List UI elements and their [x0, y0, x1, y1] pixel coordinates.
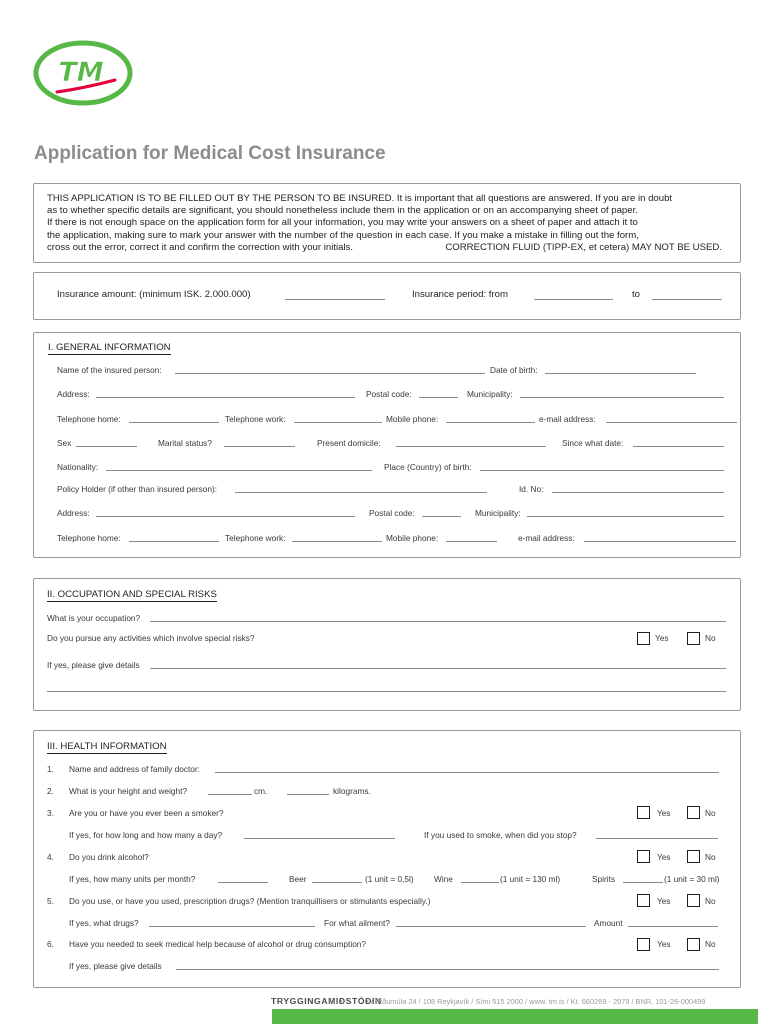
alcohol-no-label: No [705, 852, 716, 862]
smoker-no-checkbox[interactable] [687, 806, 700, 819]
holder-telephone-work-label: Telephone work: [225, 533, 286, 543]
special-risks-no-label: No [705, 633, 716, 643]
ailment-label: For what ailment? [324, 918, 390, 928]
kg-label: kilograms. [333, 786, 371, 796]
intro-line: the application, making sure to mark your answer with the number of the question in each case. If you make a mistake in filling out the form, [47, 229, 639, 241]
alcohol-yes-checkbox[interactable] [637, 850, 650, 863]
postal-code-label: Postal code: [366, 389, 412, 399]
postal-code-field[interactable] [419, 397, 458, 398]
place-of-birth-field[interactable] [480, 470, 724, 471]
medical-help-no-label: No [705, 939, 716, 949]
q3-number: 3. [47, 808, 54, 818]
medical-help-details-field[interactable] [176, 969, 719, 970]
wine-unit-label: (1 unit = 130 ml) [500, 874, 561, 884]
insurance-amount-label: Insurance amount: (minimum ISK. 2.000.000) [57, 289, 251, 300]
nationality-field[interactable] [106, 470, 372, 471]
medical-help-details-label: If yes, please give details [69, 961, 162, 971]
medical-help-no-checkbox[interactable] [687, 938, 700, 951]
intro-line: THIS APPLICATION IS TO BE FILLED OUT BY THE PERSON TO BE INSURED. It is important that all questions are answered. If you are in doubt [47, 193, 673, 204]
wine-field[interactable] [461, 882, 499, 883]
place-of-birth-label: Place (Country) of birth: [384, 462, 472, 472]
id-no-label: Id. No: [519, 484, 544, 494]
q6-label: Have you needed to seek medical help because of alcohol or drug consumption? [69, 939, 367, 949]
q4-number: 4. [47, 852, 54, 862]
weight-field[interactable] [287, 794, 329, 795]
smoker-yes-checkbox[interactable] [637, 806, 650, 819]
height-field[interactable] [208, 794, 252, 795]
alcohol-yes-label: Yes [657, 852, 671, 862]
holder-email-field[interactable] [584, 541, 736, 542]
since-date-label: Since what date: [562, 438, 624, 448]
smoker-no-label: No [705, 808, 716, 818]
telephone-home-field[interactable] [129, 422, 219, 423]
general-info-heading: I. GENERAL INFORMATION [48, 342, 171, 353]
insurance-period-label: Insurance period: from [412, 289, 508, 300]
special-risks-question: Do you pursue any activities which involve special risks? [47, 633, 255, 643]
tm-logo [33, 40, 135, 106]
mobile-phone-label: Mobile phone: [386, 414, 439, 424]
holder-telephone-home-label: Telephone home: [57, 533, 121, 543]
mobile-phone-field[interactable] [446, 422, 535, 423]
spirits-unit-label: (1 unit = 30 ml) [664, 874, 720, 884]
family-doctor-field[interactable] [215, 772, 719, 773]
intro-line: If there is not enough space on the application form for all your information, you may write your answers on a sheet of paper and attach it to [47, 217, 638, 229]
drugs-no-label: No [705, 896, 716, 906]
correction-fluid-warning: CORRECTION FLUID (TIPP-EX, et cetera) MAY NOT BE USED. [445, 241, 722, 253]
holder-mobile-phone-label: Mobile phone: [386, 533, 439, 543]
amount-label: Amount [594, 918, 623, 928]
spirits-field[interactable] [623, 882, 663, 883]
dob-label: Date of birth: [490, 365, 538, 375]
logo-text: TM [58, 57, 104, 88]
name-field[interactable] [175, 373, 485, 374]
policy-holder-field[interactable] [235, 492, 487, 493]
dob-field[interactable] [545, 373, 696, 374]
q5-label: Do you use, or have you used, prescription drugs? (Mention tranquillisers or stimulants especially.) [69, 896, 431, 906]
beer-field[interactable] [312, 882, 362, 883]
drugs-yes-checkbox[interactable] [637, 894, 650, 907]
stop-smoking-field[interactable] [596, 838, 718, 839]
holder-address-field[interactable] [96, 516, 355, 517]
wine-label: Wine [434, 874, 453, 884]
what-drugs-label: If yes, what drugs? [69, 918, 139, 928]
beer-unit-label: (1 unit = 0,5l) [365, 874, 414, 884]
holder-telephone-work-field[interactable] [292, 541, 382, 542]
special-risks-yes-label: Yes [655, 633, 669, 643]
holder-postal-code-label: Postal code: [369, 508, 415, 518]
since-date-field[interactable] [633, 446, 724, 447]
risk-details-field-2[interactable] [47, 691, 726, 692]
q5-number: 5. [47, 896, 54, 906]
email-label: e-mail address: [539, 414, 596, 424]
smoking-duration-label: If yes, for how long and how many a day? [69, 830, 223, 840]
q1-label: Name and address of family doctor: [69, 764, 200, 774]
drugs-no-checkbox[interactable] [687, 894, 700, 907]
footer-contact-info: / Síðumúla 24 / 108 Reykjavík / Sími 515 2000 / www. tm.is / Kt. 660269 - 2079 / BNR. 101-26-000499 [371, 997, 706, 1006]
holder-address-label: Address: [57, 508, 90, 518]
municipality-label: Municipality: [467, 389, 513, 399]
risk-details-label: If yes, please give details [47, 660, 140, 670]
beer-label: Beer [289, 874, 307, 884]
holder-postal-code-field[interactable] [422, 516, 461, 517]
ailment-field[interactable] [396, 926, 586, 927]
q6-number: 6. [47, 939, 54, 949]
email-field[interactable] [606, 422, 737, 423]
holder-mobile-phone-field[interactable] [446, 541, 497, 542]
insurance-period-to-label: to [632, 289, 641, 300]
insurance-period-from-field[interactable] [534, 299, 613, 300]
insurance-period-to-field[interactable] [652, 299, 722, 300]
footer-brand: TRYGGINGAMIÐSTÖÐIN [271, 996, 382, 1006]
holder-telephone-home-field[interactable] [129, 541, 219, 542]
telephone-home-label: Telephone home: [57, 414, 121, 424]
marital-status-field[interactable] [224, 446, 295, 447]
q4-label: Do you drink alcohol? [69, 852, 149, 862]
health-heading: III. HEALTH INFORMATION [47, 741, 167, 752]
telephone-work-label: Telephone work: [225, 414, 286, 424]
medical-help-yes-checkbox[interactable] [637, 938, 650, 951]
id-no-field[interactable] [552, 492, 724, 493]
risk-details-field[interactable] [150, 668, 726, 669]
name-label: Name of the insured person: [57, 365, 162, 375]
spirits-label: Spirits [592, 874, 616, 884]
present-domicile-field[interactable] [396, 446, 546, 447]
sex-label: Sex [57, 438, 72, 448]
special-risks-yes-checkbox[interactable] [637, 632, 650, 645]
units-per-month-field[interactable] [218, 882, 268, 883]
q1-number: 1. [47, 764, 54, 774]
sex-field[interactable] [76, 446, 137, 447]
smoking-duration-field[interactable] [244, 838, 395, 839]
municipality-field[interactable] [520, 397, 724, 398]
drugs-yes-label: Yes [657, 896, 671, 906]
alcohol-no-checkbox[interactable] [687, 850, 700, 863]
holder-municipality-label: Municipality: [475, 508, 521, 518]
q2-label: What is your height and weight? [69, 786, 188, 796]
occupation-field[interactable] [150, 621, 726, 622]
intro-text [47, 193, 737, 254]
marital-status-label: Marital status? [158, 438, 212, 448]
present-domicile-label: Present domicile: [317, 438, 381, 448]
amount-field[interactable] [628, 926, 718, 927]
intro-line-5: cross out the error, correct it and confirm the correction with your initials. [47, 241, 354, 253]
page-title: Application for Medical Cost Insurance [34, 143, 386, 164]
stop-smoking-label: If you used to smoke, when did you stop? [424, 830, 577, 840]
address-field[interactable] [96, 397, 355, 398]
occupation-question: What is your occupation? [47, 613, 141, 623]
nationality-label: Nationality: [57, 462, 99, 472]
holder-email-label: e-mail address: [518, 533, 575, 543]
holder-municipality-field[interactable] [527, 516, 724, 517]
intro-line: as to whether specific details are significant, you should nonetheless include them in the application or on an accompanying sheet of paper. [47, 205, 638, 217]
q3-label: Are you or have you ever been a smoker? [69, 808, 224, 818]
occupation-heading: II. OCCUPATION AND SPECIAL RISKS [47, 589, 217, 600]
units-per-month-label: If yes, how many units per month? [69, 874, 196, 884]
insurance-amount-field[interactable] [285, 299, 385, 300]
q2-number: 2. [47, 786, 54, 796]
intro-line [47, 242, 737, 254]
what-drugs-field[interactable] [149, 926, 315, 927]
policy-holder-label: Policy Holder (if other than insured person): [57, 484, 218, 494]
address-label: Address: [57, 389, 90, 399]
telephone-work-field[interactable] [294, 422, 382, 423]
special-risks-no-checkbox[interactable] [687, 632, 700, 645]
smoker-yes-label: Yes [657, 808, 671, 818]
medical-help-yes-label: Yes [657, 939, 671, 949]
footer-green-bar [272, 1009, 758, 1024]
cm-label: cm. [254, 786, 268, 796]
